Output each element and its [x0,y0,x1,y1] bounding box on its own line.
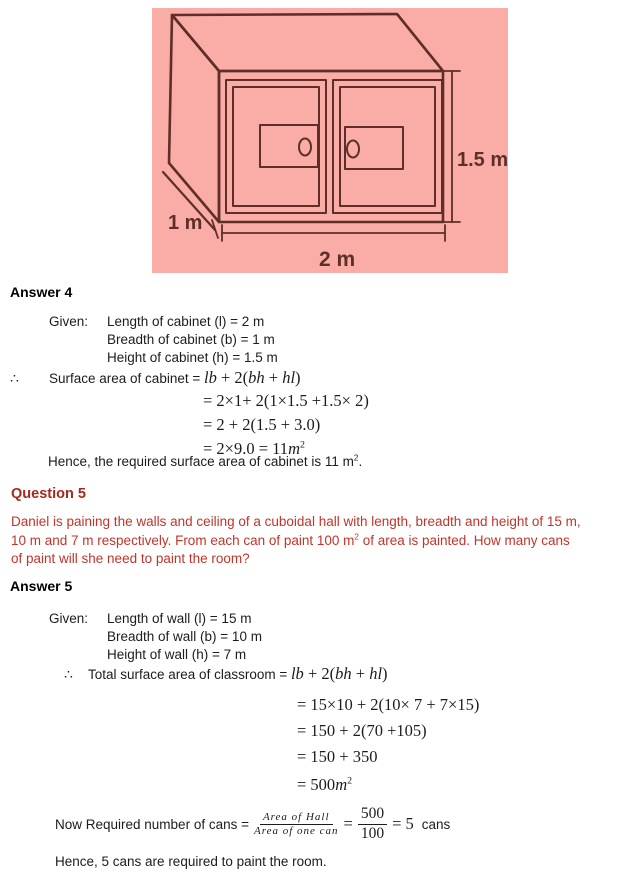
cans-unit: cans [421,816,451,832]
width-label: 2 m [319,248,356,271]
given-value: Breadth of cabinet (b) = 1 m [107,332,275,347]
cans-calculation-line [55,805,450,843]
given-value: Height of wall (h) = 7 m [107,647,247,662]
given-value: Height of cabinet (h) = 1.5 m [107,350,278,365]
question5-text [11,513,626,569]
given-value: Length of cabinet (l) = 2 m [107,314,265,329]
equation-line: = 2×1+ 2(1×1.5 +1.5× 2) [203,391,369,410]
number-fraction [358,805,387,843]
answer5-equations [297,692,479,798]
given-row [0,331,278,349]
given-row [0,646,262,664]
given-row [0,628,262,646]
formula-prefix: Surface area of cabinet = [49,371,204,386]
equation-line: = 150 + 350 [297,747,378,766]
surface-area-formula: lb + 2(bh + hl) [203,368,301,387]
answer5-heading: Answer 5 [10,578,73,594]
height-label: 1.5 m [457,149,508,171]
answer4-equations [203,389,369,461]
area-fraction [254,811,339,837]
given-label: Given: [49,611,89,626]
given-label: Given: [49,314,89,329]
formula-prefix: Total surface area of classroom = [88,667,291,682]
answer4-given-block [0,313,278,367]
given-value: Breadth of wall (b) = 10 m [107,629,262,644]
answer5-conclusion: Hence, 5 cans are required to paint the room. [55,854,327,869]
fraction-denominator: Area of one can [253,825,339,837]
depth-label: 1 m [168,212,203,234]
equation-line: = 15×10 + 2(10× 7 + 7×15) [297,695,480,714]
equation-line: = 2 + 2(1.5 + 3.0) [203,415,321,434]
given-value: Length of wall (l) = 15 m [107,611,252,626]
question5-heading: Question 5 [11,486,86,502]
question-text-line: 10 m and 7 m respectively. From each can of paint 100 $m^2$ of area is painted. How many cans [11,532,570,548]
cabinet-drawing [152,8,508,273]
equation-line: = 150 + 2(70 +105) [297,721,427,740]
equals-sign: = [343,814,353,833]
equation-line: = $500m^2$ [297,775,353,794]
fraction-numerator: Area of Hall [260,811,333,825]
surface-area-formula: lb + 2(bh + hl) [290,664,388,683]
equation-line: = $2\times 9.0 = 11m^2$ [203,439,305,458]
question-text-line: of paint will she need to paint the room? [11,551,250,566]
fraction-denominator: 100 [360,825,385,842]
answer5-formula-line [0,664,388,685]
given-row [0,349,278,367]
answer4-heading: Answer 4 [10,284,73,300]
answer4-formula-line [0,368,301,389]
answer5-given-block [0,610,262,664]
result-value: = 5 [392,814,414,833]
therefore-symbol: ∴ [10,370,19,386]
given-row [0,313,278,331]
fraction-numerator: 500 [358,805,387,825]
therefore-symbol: ∴ [64,666,73,682]
given-row [0,610,262,628]
question-text-line: Daniel is paining the walls and ceiling of a cuboidal hall with length, breadth and height of 15 m, [11,514,581,529]
cans-prefix: Now Required number of cans = [55,816,249,832]
answer4-conclusion: Hence, the required surface area of cabinet is 11 $m^2$. [48,453,363,469]
cabinet-figure [152,8,508,273]
